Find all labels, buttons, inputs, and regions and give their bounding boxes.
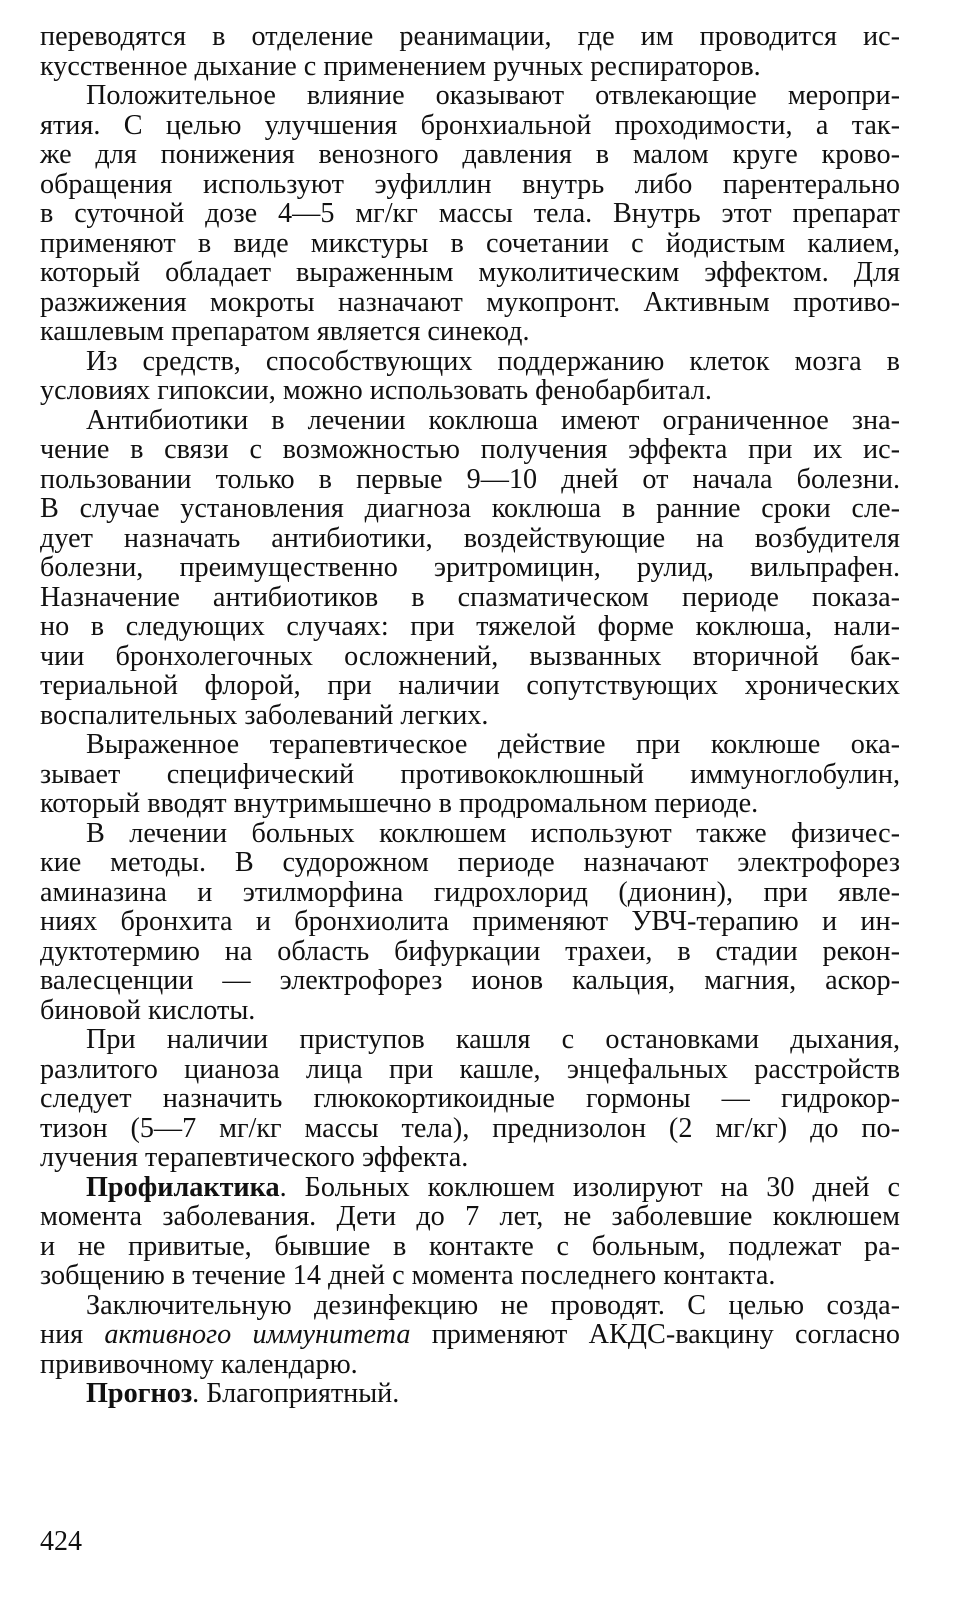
text-line: Антибиотики в лечении коклюша имеют ограниченное зна- [86,404,900,436]
paragraph [40,1025,900,1173]
text-line: применяют в виде микстуры в сочетании с йодистым калием, [40,227,900,259]
text-line: в суточной дозе 4—5 мг/кг массы тела. Внутрь этот препарат [40,198,900,229]
text-line: но в следующих случаях: при тяжелой форме коклюша, нали- [40,611,900,642]
prophylaxis-line: зобщению в течение 14 дней с момента последнего контакта. [40,1260,776,1291]
text-line: биновой кислоты. [40,994,256,1026]
prophylaxis-line: момента заболевания. Дети до 7 лет, не заболевшие коклюшем [40,1201,900,1232]
text-line: чение в связи с возможностью получения эффекта при их ис- [40,434,900,465]
text-line: который вводят внутримышечно в продромальном периоде. [40,788,759,819]
text-line: кашлевым препаратом является синекод. [40,316,530,347]
paragraph [40,22,900,81]
text-line: дует назначать антибиотики, воздействующие на возбудителя [40,522,900,554]
text-line: В лечении больных коклюшем используют также физичес- [86,817,900,849]
text-line: Назначение антибиотиков в спазматическом периоде показа- [40,581,900,613]
text-line: кие методы. В судорожном периоде назначают электрофорез [40,847,900,878]
prognosis-text: . Благоприятный. [192,1378,400,1409]
text-line: валесценции — электрофорез ионов кальция, магния, аскор- [40,965,900,996]
paragraph-disinfection [40,1291,900,1380]
text-line: При наличии приступов кашля с остановками дыхания, [86,1024,900,1055]
text-line: тизон (5—7 мг/кг массы тела), преднизолон (2 мг/кг) до по- [40,1112,900,1144]
text-line: ниях бронхита и бронхиолита применяют УВЧ-терапию и ин- [40,906,900,937]
text-line: обращения используют эуфиллин внутрь либо парентерально [40,168,900,200]
disinfection-line2-pre: ния [40,1319,105,1350]
text-line: Из средств, способствующих поддержанию клеток мозга в [86,345,900,377]
prophylaxis-line1: . Больных коклюшем изолируют на 30 дней с [279,1171,900,1203]
paragraph [40,730,900,819]
disinfection-line: Заключительную дезинфекцию не проводят. С целью созда- [86,1289,900,1321]
disinfection-line2-post: применяют АКДС-вакцину согласно [410,1319,900,1350]
text-line: воспалительных заболеваний легких. [40,699,489,731]
paragraph [40,819,900,1026]
page-number: 424 [40,1526,82,1557]
paragraph [40,406,900,731]
prophylaxis-heading: Профилактика [86,1171,280,1203]
text-line: разлитого цианоза лица при кашле, энцефальных расстройств [40,1053,900,1085]
text-line: следует назначить глюкокортикоидные гормоны — гидрокор- [40,1083,900,1114]
active-immunity-term: активного иммунитета [104,1319,411,1350]
prognosis-heading: Прогноз [86,1378,193,1409]
text-line: лучения терапевтического эффекта. [40,1142,469,1173]
text-line: переводятся в отделение реанимации, где им проводится ис- [40,21,900,52]
text-line: дуктотермию на область бифуркации трахеи, в стадии рекон- [40,935,900,967]
paragraph [40,81,900,347]
text-line: Положительное влияние оказывают отвлекающие меропри- [86,80,900,111]
text-line: болезни, преимущественно эритромицин, рулид, вильпрафен. [40,552,900,583]
text-line: разжижения мокроты назначают мукопронт. Активным противо- [40,286,900,318]
paragraph [40,347,900,406]
text-line: кусственное дыхание с применением ручных респираторов. [40,50,761,82]
text-line: пользовании только в первые 9—10 дней от начала болезни. [40,463,900,495]
text-line: зывает специфический противококлюшный иммуноглобулин, [40,758,900,790]
text-line: ятия. С целью улучшения бронхиальной проходимости, а так- [40,109,900,141]
text-line: условиях гипоксии, можно использовать фенобарбитал. [40,375,712,406]
page-body [40,22,900,1409]
paragraph-prophylaxis [40,1173,900,1291]
text-line: который обладает выраженным муколитическим эффектом. Для [40,257,900,288]
text-line: Выраженное терапевтическое действие при коклюше ока- [86,729,900,760]
text-line: же для понижения венозного давления в малом круге крово- [40,139,900,170]
disinfection-line: прививочному календарю. [40,1348,358,1380]
text-line: аминазина и этилморфина гидрохлорид (дионин), при явле- [40,876,900,908]
text-paragraphs [40,22,900,1173]
text-line: В случае установления диагноза коклюша в ранние сроки сле- [40,493,900,524]
text-line: териальной флорой, при наличии сопутствующих хронических [40,670,900,701]
prophylaxis-line: и не привитые, бывшие в контакте с больным, подлежат ра- [40,1230,900,1262]
paragraph-prognosis [40,1379,900,1409]
text-line: чии бронхолегочных осложнений, вызванных вторичной бак- [40,640,900,672]
